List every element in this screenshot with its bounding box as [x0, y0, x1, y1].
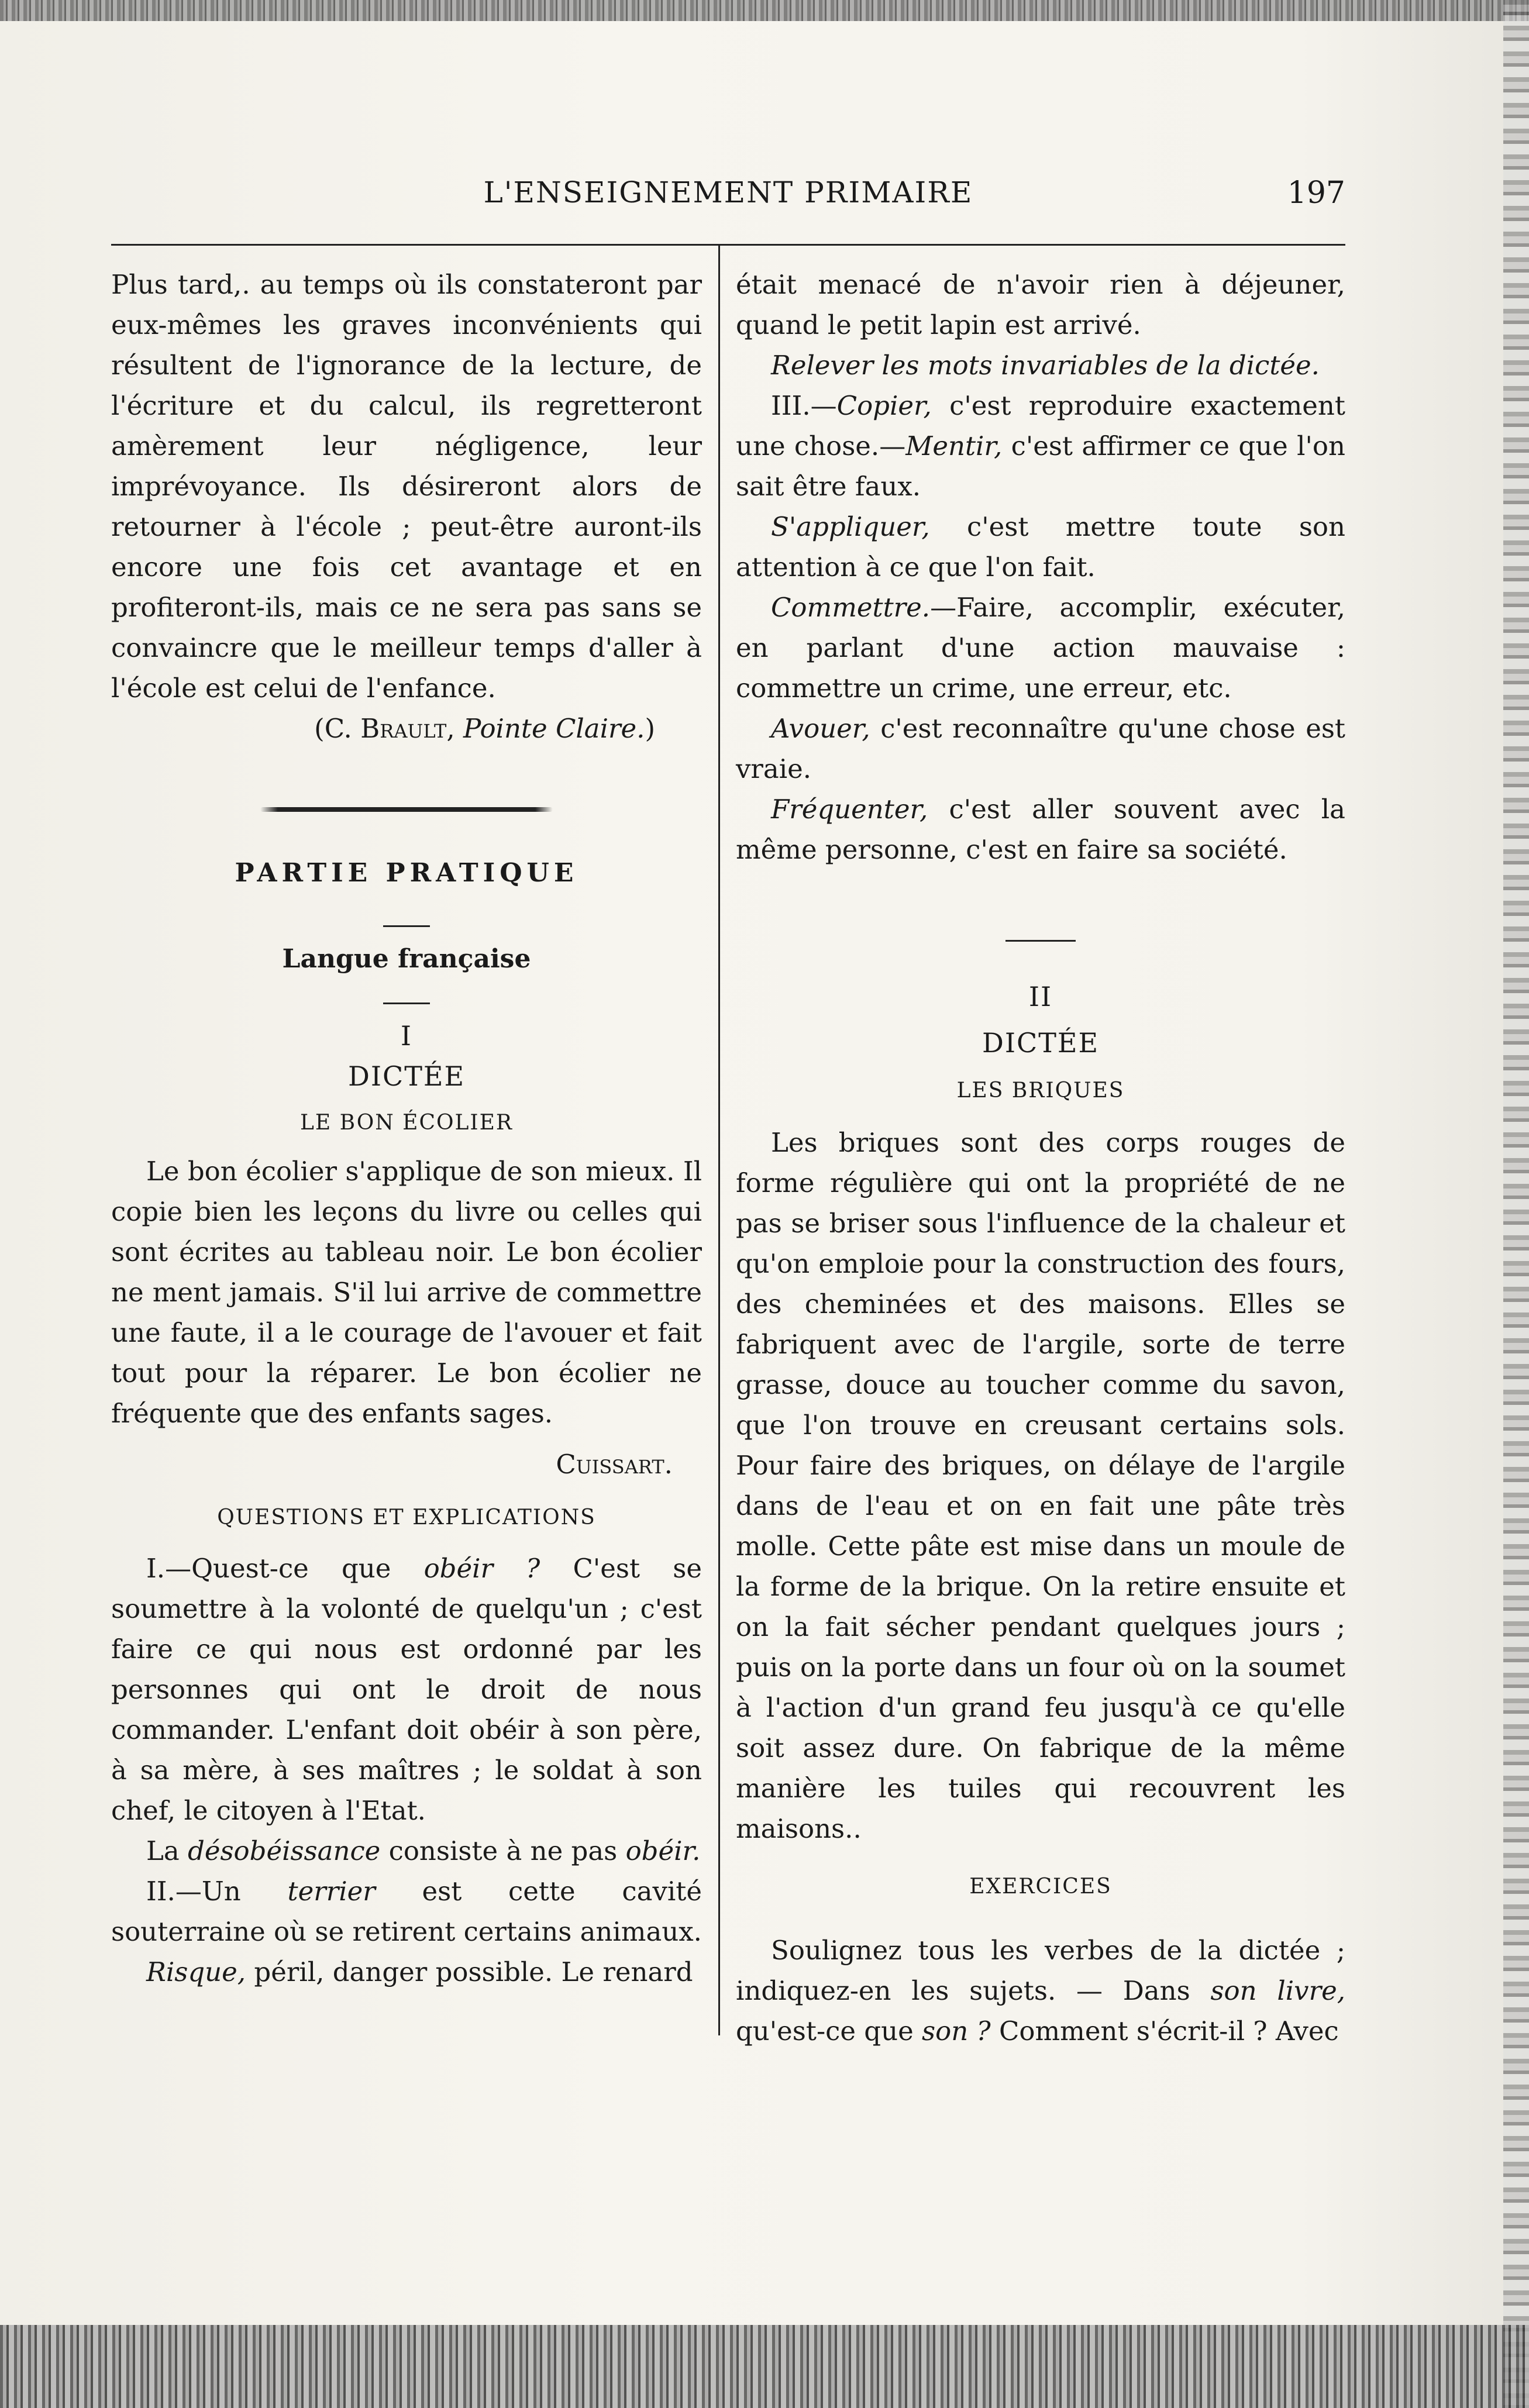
running-title: L'ENSEIGNEMENT PRIMAIRE	[483, 175, 973, 209]
signature-work: Pointe Claire.	[463, 713, 645, 744]
scan-edge-bottom	[0, 2325, 1529, 2408]
answer-3: III.—Copier, c'est reproduire exactement une chose.—Mentir, c'est affirmer ce que l'on sait être faux.	[736, 390, 1345, 502]
ornament-divider	[260, 807, 553, 812]
scan-edge-top	[0, 0, 1529, 21]
dictee-text: Le bon écolier s'applique de son mieux. Il copie bien les leçons du livre ou celles qui sont écrites au tableau noir. Le bon écolier ne ment jamais. S'il lui arrive de commettre une faute, il a le courage de l'avouer et fait tout pour la réparer. Le bon écolier ne fréquente que des enfants sages.	[111, 1156, 702, 1429]
dictee-heading: DICTÉE	[982, 1027, 1100, 1059]
page-header	[111, 175, 1345, 222]
question-1: I.—Quest-ce que obéir ? C'est se soumettre à la volonté de quelqu'un ; c'est faire ce qui nous est ordonné par les personnes qui ont le droit de nous commander. L'enfant doit obéir à son père, à sa mère, à ses maîtres ; le soldat à son chef, le citoyen à l'Etat.	[111, 1553, 702, 1826]
header-rule	[111, 244, 1345, 246]
dictee-numeral: I	[400, 1020, 413, 1052]
dictee-title: LE BON ÉCOLIER	[299, 1111, 514, 1135]
dictee-heading: DICTÉE	[347, 1060, 466, 1092]
question-2: II.—Un terrier est cette cavité souterraine où se retirent certains animaux.	[111, 1876, 702, 1947]
signature: (C. Brault, Pointe Claire.)	[314, 713, 655, 744]
scan-edge-right	[1503, 0, 1529, 2408]
subsection-title: Langue française	[282, 944, 531, 974]
page-number: 197	[1287, 175, 1345, 211]
instruction-invariables: Relever les mots invariables de la dictée.	[771, 350, 1320, 381]
column-divider	[718, 246, 720, 2035]
exercise-1: Soulignez tous les verbes de la dictée ; indiquez-en les sujets. — Dans son livre, qu'est-ce que son ? Comment s'écrit-il ? Avec	[736, 1935, 1346, 2047]
questions-heading: QUESTIONS ET EXPLICATIONS	[217, 1506, 596, 1529]
answer-frequenter: Fréquenter, c'est aller souvent avec la même personne, c'est en faire sa société.	[736, 794, 1345, 865]
dictee-title: LES BRIQUES	[956, 1079, 1125, 1103]
intro-paragraph: Plus tard,. au temps où ils constateront par eux-mêmes les graves inconvénients qui résultent de l'ignorance de la lecture, de l'écriture et du calcul, ils regretteront amèrement leur négligence, leur imprévoyance. Ils désireront alors de retourner à l'école ; peut-être auront-ils encore une fois cet avantage et en profiteront-ils, mais ce ne sera pas sans se convaincre que le meilleur temps d'aller à l'école est celui de l'enfance.	[111, 269, 702, 704]
question-3: Risque, péril, danger possible. Le renard	[146, 1956, 693, 1987]
answer-appliquer: S'appliquer, c'est mettre toute son attention à ce que l'on fait.	[736, 511, 1345, 583]
question-1b: La désobéissance consiste à ne pas obéir.	[146, 1835, 701, 1866]
answer-commettre: Commettre.—Faire, accomplir, exécuter, en parlant d'une action mauvaise : commettre un crime, une erreur, etc.	[736, 592, 1345, 704]
dictee-author: Cuissart.	[556, 1449, 673, 1480]
answer-continued: était menacé de n'avoir rien à déjeuner, quand le petit lapin est arrivé.	[736, 269, 1345, 340]
answer-avouer: Avouer, c'est reconnaître qu'une chose est vraie.	[736, 713, 1345, 784]
exercices-heading: EXERCICES	[969, 1875, 1112, 1899]
section-title: PARTIE PRATIQUE	[235, 858, 578, 888]
signature-author: Brault	[360, 713, 447, 744]
right-column	[736, 264, 1345, 2051]
left-column	[111, 264, 702, 1992]
dictee-numeral: II	[1028, 981, 1053, 1012]
dictee-text: Les briques sont des corps rouges de forme régulière qui ont la propriété de ne pas se briser sous l'influence de la chaleur et qu'on emploie pour la construction des fours, des cheminées et des maisons. Elles se fabriquent avec de l'argile, sorte de terre grasse, douce au toucher comme du savon, que l'on trouve en creusant certains sols. Pour faire des briques, on délaye de l'argile dans de l'eau et on en fait une pâte très molle. Cette pâte est mise dans un moule de la forme de la brique. On la retire ensuite et on la fait sécher pendant quelques jours ; puis on la porte dans un four où on la soumet à l'action d'un grand feu jusqu'à ce qu'elle soit assez dure. On fabrique de la même manière les tuiles qui recouvrent les maisons..	[736, 1127, 1345, 1844]
